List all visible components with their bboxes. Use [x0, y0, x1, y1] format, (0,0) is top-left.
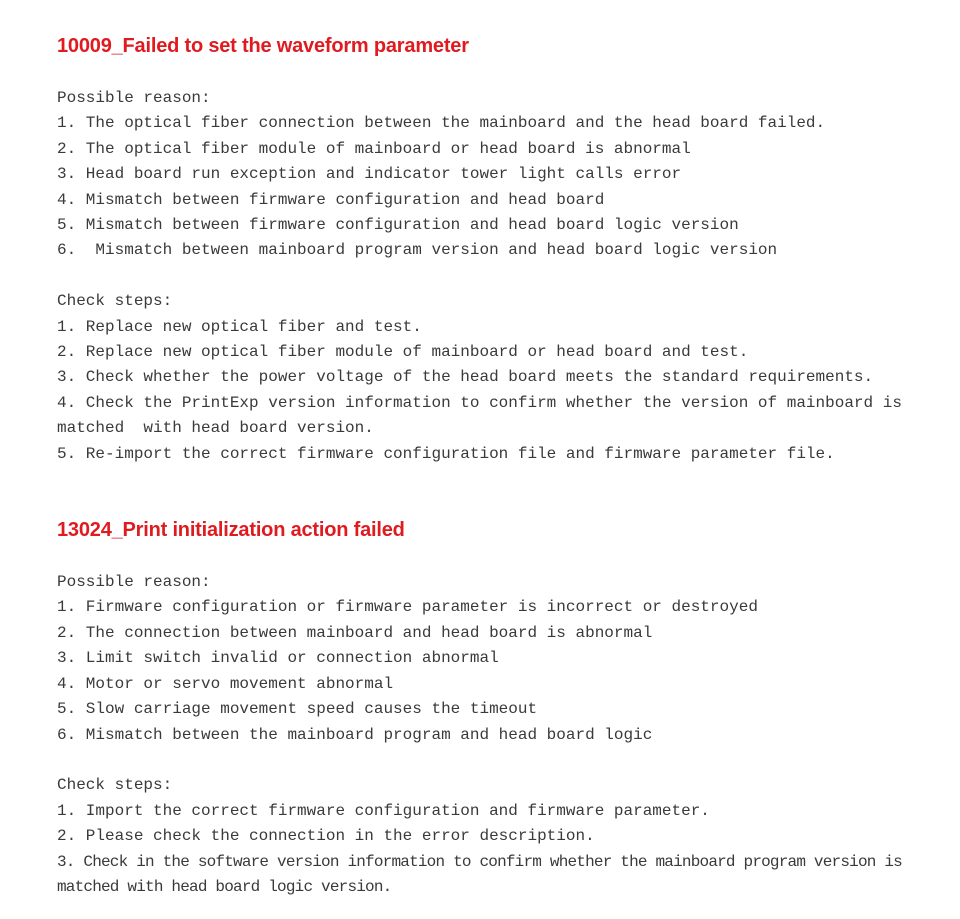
reason-item: 5. Slow carriage movement speed causes the timeout: [57, 700, 538, 719]
possible-reason-label: Possible reason:: [57, 573, 211, 592]
check-step-item: 5. Re-import the correct firmware configuration file and firmware parameter file.: [57, 444, 835, 463]
reason-item: 6. Mismatch between the mainboard program and head board logic: [57, 725, 653, 744]
error-heading-13024: 13024_Print initialization action failed: [57, 519, 405, 542]
reason-item: 4. Mismatch between firmware configuration and head board: [57, 190, 605, 209]
reason-item: 1. Firmware configuration or firmware parameter is incorrect or destroyed: [57, 598, 758, 617]
possible-reason-label: Possible reason:: [57, 89, 211, 107]
error-section-10009: [57, 35, 912, 467]
check-step-item: 2. Please check the connection in the error description.: [57, 827, 595, 846]
reason-item: 3. Head board run exception and indicator tower light calls error: [57, 165, 682, 184]
check-step-item: 1. Import the correct firmware configuration and firmware parameter.: [57, 801, 710, 820]
check-step-item: 3. Check in the software version information to confirm whether the mainboard program version is matched with head board logic version.: [57, 852, 911, 896]
reason-item: 3. Limit switch invalid or connection abnormal: [57, 649, 499, 668]
reason-item: 6. Mismatch between mainboard program version and head board logic version: [57, 241, 778, 260]
reason-item: 2. The connection between mainboard and head board is abnormal: [57, 623, 653, 642]
check-steps-label: Check steps:: [57, 292, 173, 311]
check-step-item: 4. Check the PrintExp version information to confirm whether the version of mainboard is matched with head board version.: [57, 393, 912, 438]
check-steps-label: Check steps:: [57, 776, 173, 795]
check-step-item: 3. Check whether the power voltage of the head board meets the standard requirements.: [57, 368, 874, 387]
check-step-item: 1. Replace new optical fiber and test.: [57, 317, 422, 336]
error-heading-10009: 10009_Failed to set the waveform parameter: [57, 35, 469, 57]
reason-item: 1. The optical fiber connection between the mainboard and the head board failed.: [57, 114, 826, 133]
reason-item: 2. The optical fiber module of mainboard or head board is abnormal: [57, 139, 691, 158]
check-step-item: 2. Replace new optical fiber module of mainboard or head board and test.: [57, 343, 749, 362]
error-section-13024: [57, 519, 911, 900]
reason-item: 5. Mismatch between firmware configuration and head board logic version: [57, 216, 739, 235]
reason-item: 4. Motor or servo movement abnormal: [57, 674, 394, 693]
